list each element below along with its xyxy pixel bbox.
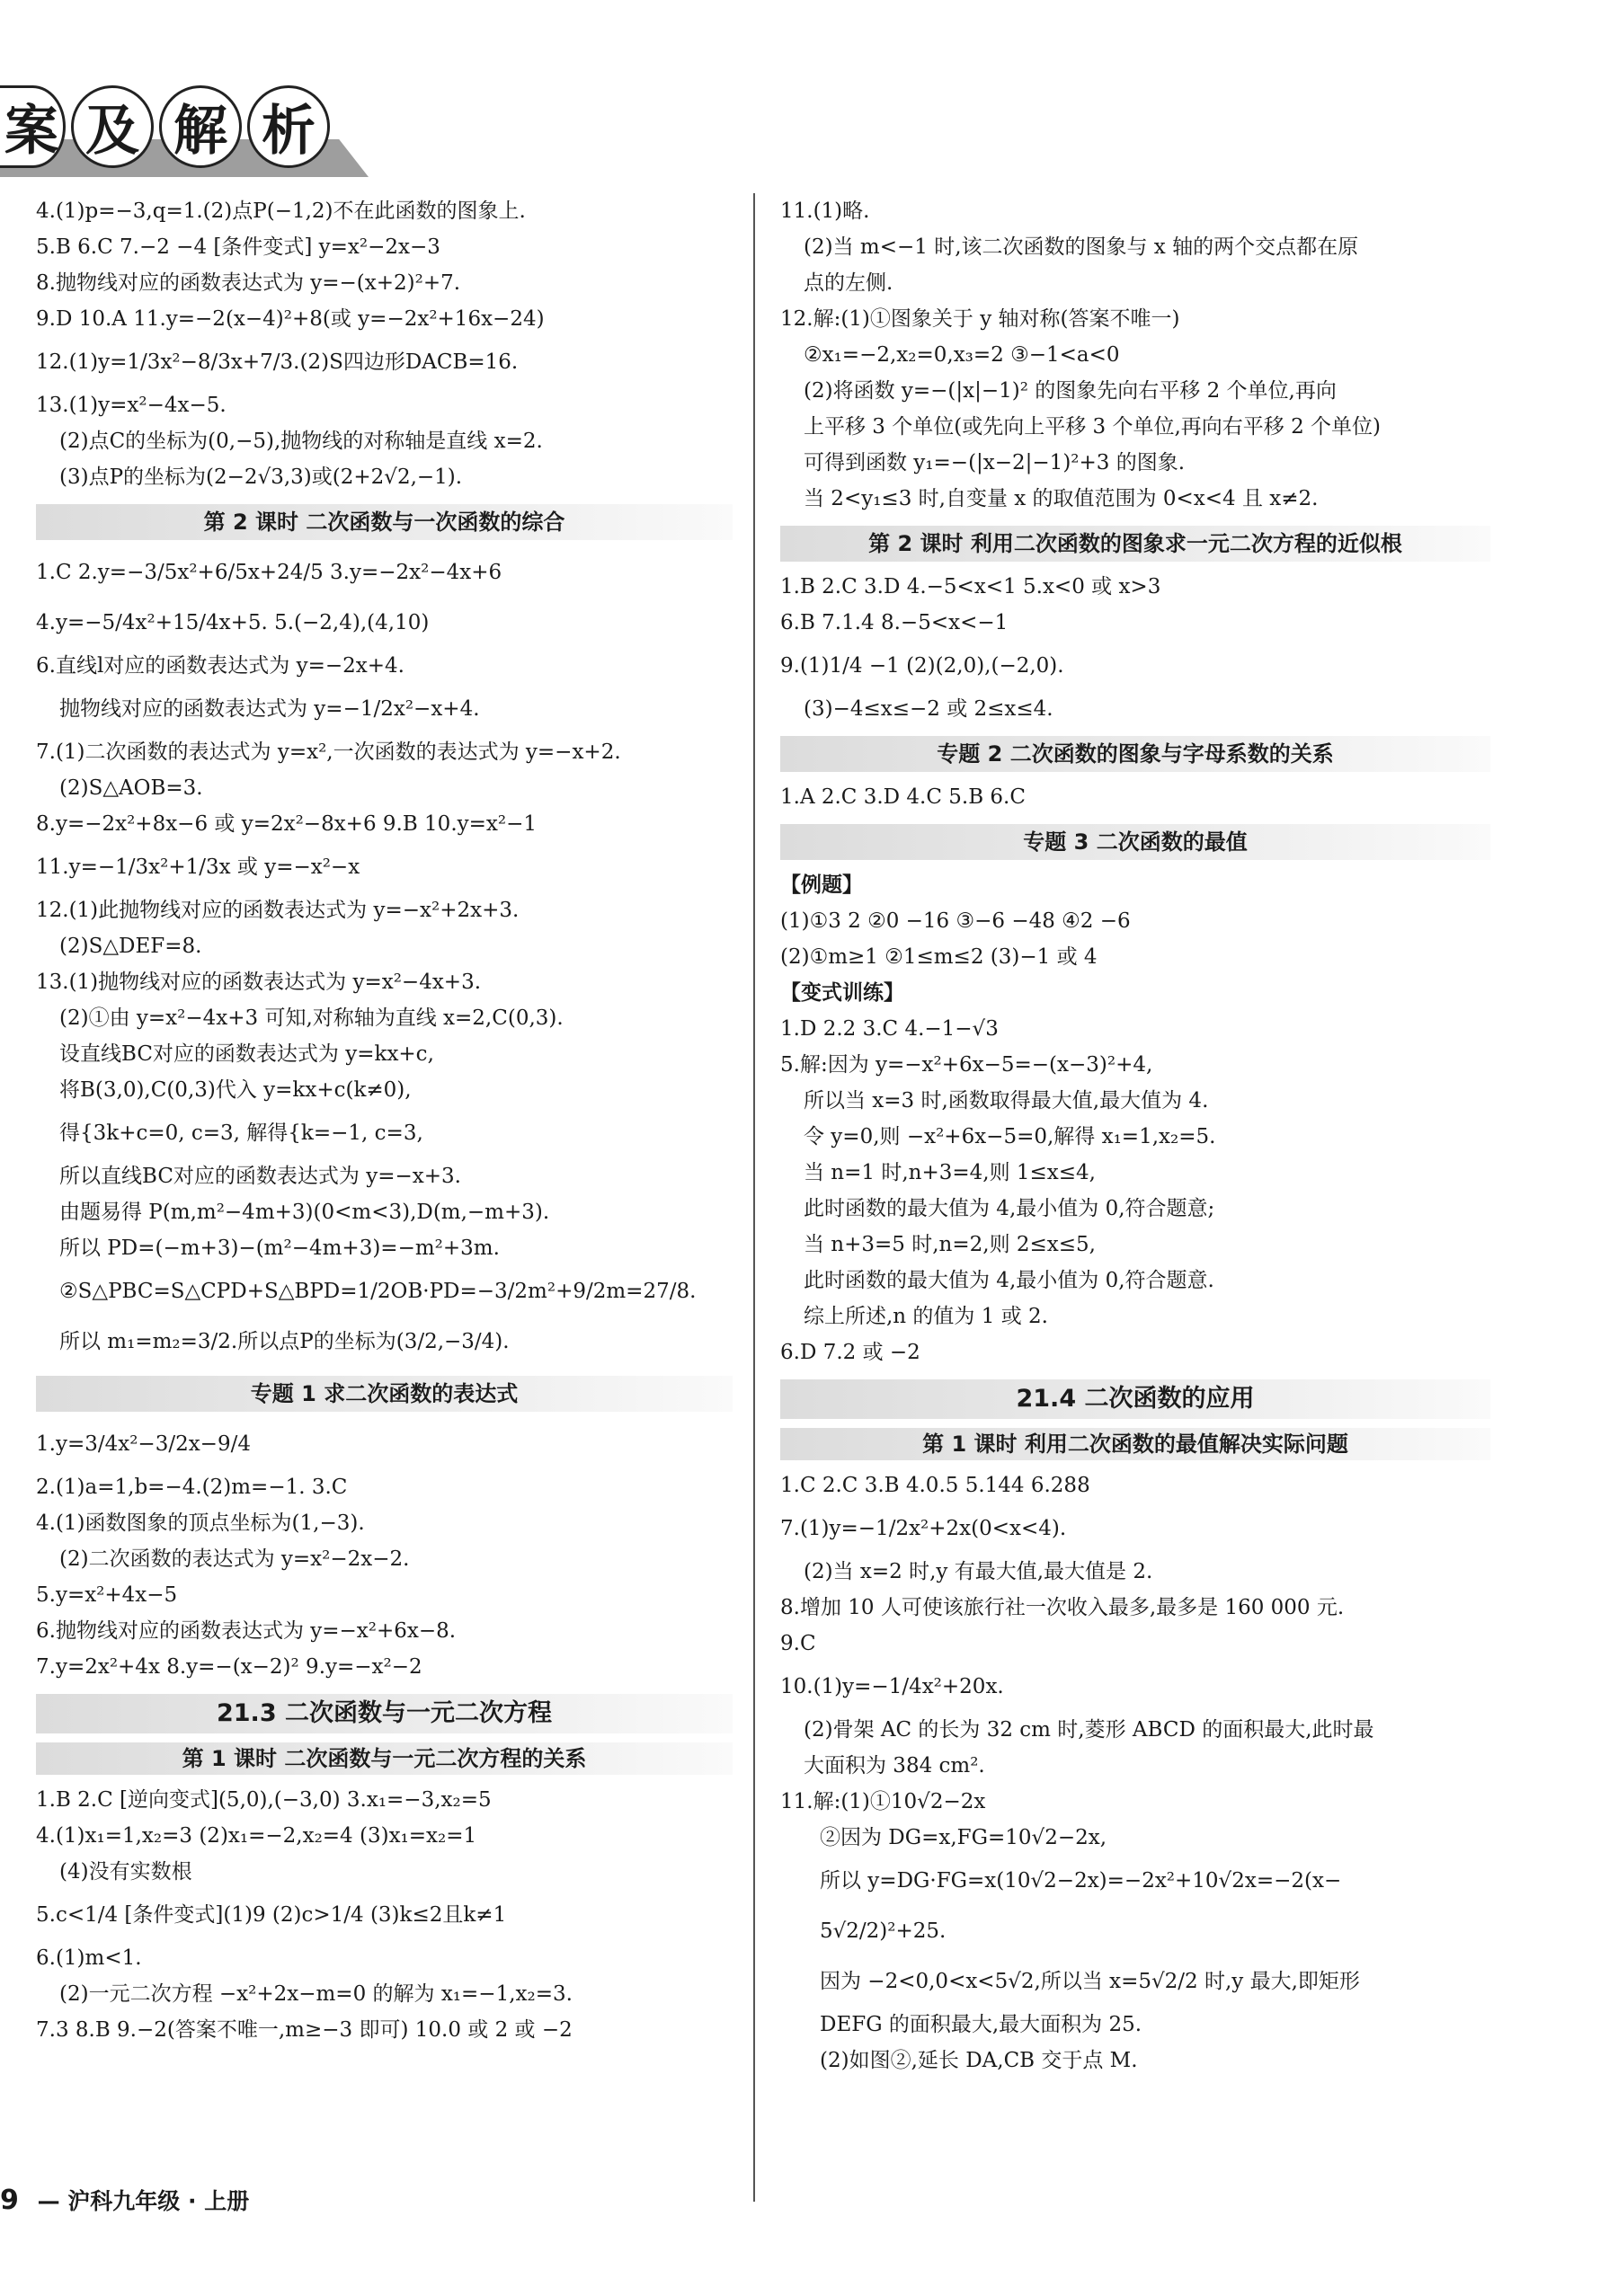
answer-line: 1.C 2.C 3.B 4.0.5 5.144 6.288 [780,1474,1090,1497]
answer-line: 5.解:因为 y=−x²+6x−5=−(x−3)²+4, [780,1053,1153,1077]
section-heading: 第 2 课时 利用二次函数的图象求一元二次方程的近似根 [780,526,1490,562]
answer-line: ②因为 DG=x,FG=10√2−2x, [820,1826,1107,1849]
answer-line: 6.B 7.1.4 8.−5<x<−1 [780,611,1009,634]
answer-line: (2)当 x=2 时,y 有最大值,最大值是 2. [804,1560,1153,1583]
answer-line: 13.(1)y=x²−4x−5. [36,394,227,417]
answer-line: 12.(1)y=1/3x²−8/3x+7/3.(2)S四边形DACB=16. [36,350,519,374]
book-label: — 沪科九年级 · 上册 [37,2188,250,2214]
header-char: 析 [247,85,330,168]
answer-line: 13.(1)抛物线对应的函数表达式为 y=x²−4x+3. [36,971,482,994]
answer-line: 上平移 3 个单位(或先向上平移 3 个单位,再向右平移 2 个单位) [804,415,1382,439]
answer-line: 7.(1)y=−1/2x²+2x(0<x<4). [780,1517,1067,1540]
answer-line: ②x₁=−2,x₂=0,x₃=2 ③−1<a<0 [804,343,1120,367]
section-heading: 第 2 课时 二次函数与一次函数的综合 [36,504,733,540]
header-char: 案 [0,85,66,168]
answer-line: 抛物线对应的函数表达式为 y=−1/2x²−x+4. [59,697,480,721]
answer-line: 此时函数的最大值为 4,最小值为 0,符合题意; [804,1197,1215,1220]
answer-line: (2)一元二次方程 −x²+2x−m=0 的解为 x₁=−1,x₂=3. [59,1982,573,2006]
answer-line: 4.y=−5/4x²+15/4x+5. 5.(−2,4),(4,10) [36,611,430,634]
answer-header [0,85,378,207]
answer-line: (2)S△AOB=3. [59,776,203,800]
answer-line: 5.B 6.C 7.−2 −4 [条件变式] y=x²−2x−3 [36,235,440,259]
answer-line: 6.D 7.2 或 −2 [780,1341,920,1364]
column-divider [753,193,755,2202]
answer-line: 5√2/2)²+25. [820,1919,947,1943]
answer-line: 8.y=−2x²+8x−6 或 y=2x²−8x+6 9.B 10.y=x²−1 [36,812,537,836]
answer-line: 4.(1)x₁=1,x₂=3 (2)x₁=−2,x₂=4 (3)x₁=x₂=1 [36,1824,477,1848]
section-heading: 专题 1 求二次函数的表达式 [36,1376,733,1412]
answer-line: 因为 −2<0,0<x<5√2,所以当 x=5√2/2 时,y 最大,即矩形 [820,1970,1360,1993]
answer-line: 所以当 x=3 时,函数取得最大值,最大值为 4. [804,1089,1209,1113]
answer-line: 点的左侧. [804,271,893,295]
answer-line: (3)点P的坐标为(2−2√3,3)或(2+2√2,−1). [59,465,463,489]
answer-line: 7.3 8.B 9.−2(答案不唯一,m≥−3 即可) 10.0 或 2 或 −2 [36,2018,573,2042]
answer-line: 当 2<y₁≤3 时,自变量 x 的取值范围为 0<x<4 且 x≠2. [804,487,1319,510]
subheading: 【例题】 [780,873,863,897]
answer-line: 综上所述,n 的值为 1 或 2. [804,1305,1048,1328]
answer-line: 11.(1)略. [780,199,870,223]
section-heading: 第 1 课时 利用二次函数的最值解决实际问题 [780,1428,1490,1460]
answer-line: 将B(3,0),C(0,3)代入 y=kx+c(k≠0), [59,1078,412,1102]
answer-line: 得{3k+c=0, c=3, 解得{k=−1, c=3, [59,1121,423,1145]
answer-line: 4.(1)p=−3,q=1.(2)点P(−1,2)不在此函数的图象上. [36,199,526,223]
answer-line: 6.直线l对应的函数表达式为 y=−2x+4. [36,654,404,678]
answer-line: (2)①m≥1 ②1≤m≤2 (3)−1 或 4 [780,945,1098,969]
answer-line: 设直线BC对应的函数表达式为 y=kx+c, [59,1042,434,1066]
right-column [780,193,1490,2079]
answer-line: 1.B 2.C 3.D 4.−5<x<1 5.x<0 或 x>3 [780,575,1161,598]
answer-line: 1.A 2.C 3.D 4.C 5.B 6.C [780,785,1026,809]
subheading: 【变式训练】 [780,981,904,1005]
answer-line: 11.解:(1)①10√2−2x [780,1790,986,1813]
answer-line: 9.D 10.A 11.y=−2(x−4)²+8(或 y=−2x²+16x−24) [36,307,545,331]
answer-line: 9.(1)1/4 −1 (2)(2,0),(−2,0). [780,654,1064,678]
answer-line: 8.抛物线对应的函数表达式为 y=−(x+2)²+7. [36,271,461,295]
section-heading: 专题 2 二次函数的图象与字母系数的关系 [780,736,1490,772]
answer-line: (2)点C的坐标为(0,−5),抛物线的对称轴是直线 x=2. [59,430,543,453]
answer-line: (2)当 m<−1 时,该二次函数的图象与 x 轴的两个交点都在原 [804,235,1359,259]
answer-line: 11.y=−1/3x²+1/3x 或 y=−x²−x [36,855,360,879]
answer-line: 当 n+3=5 时,n=2,则 2≤x≤5, [804,1233,1096,1256]
answer-line: 5.y=x²+4x−5 [36,1583,178,1607]
answer-line: 所以 m₁=m₂=3/2.所以点P的坐标为(3/2,−3/4). [59,1330,510,1353]
answer-line: 当 n=1 时,n+3=4,则 1≤x≤4, [804,1161,1096,1184]
page-footer [0,2184,249,2216]
answer-line: 大面积为 384 cm². [804,1754,985,1777]
answer-line: 6.(1)m<1. [36,1946,142,1970]
answer-line: 10.(1)y=−1/4x²+20x. [780,1675,1004,1698]
chapter-heading: 21.4 二次函数的应用 [780,1379,1490,1419]
header-char: 解 [159,85,242,168]
answer-line: 所以 PD=(−m+3)−(m²−4m+3)=−m²+3m. [59,1237,500,1260]
answer-line: ②S△PBC=S△CPD+S△BPD=1/2OB·PD=−3/2m²+9/2m=27/8. [59,1280,697,1303]
answer-line: 由题易得 P(m,m²−4m+3)(0<m<3),D(m,−m+3). [59,1201,550,1224]
answer-line: 此时函数的最大值为 4,最小值为 0,符合题意. [804,1269,1214,1292]
chapter-heading: 21.3 二次函数与一元二次方程 [36,1694,733,1733]
answer-line: 1.y=3/4x²−3/2x−9/4 [36,1432,251,1456]
answer-line: 2.(1)a=1,b=−4.(2)m=−1. 3.C [36,1476,348,1499]
answer-line: (2)将函数 y=−(|x|−1)² 的图象先向右平移 2 个单位,再向 [804,379,1337,403]
answer-line: 令 y=0,则 −x²+6x−5=0,解得 x₁=1,x₂=5. [804,1125,1216,1148]
answer-line: (3)−4≤x≤−2 或 2≤x≤4. [804,697,1053,721]
answer-line: (2)如图②,延长 DA,CB 交于点 M. [820,2049,1138,2072]
answer-line: (1)①3 2 ②0 −16 ③−6 −48 ④2 −6 [780,909,1131,933]
answer-line: 8.增加 10 人可使该旅行社一次收入最多,最多是 160 000 元. [780,1596,1345,1619]
answer-line: 12.解:(1)①图象关于 y 轴对称(答案不唯一) [780,307,1180,331]
answer-line: 7.y=2x²+4x 8.y=−(x−2)² 9.y=−x²−2 [36,1655,422,1679]
answer-line: 1.C 2.y=−3/5x²+6/5x+24/5 3.y=−2x²−4x+6 [36,561,502,584]
answer-line: DEFG 的面积最大,最大面积为 25. [820,2013,1142,2036]
answer-line: (2)骨架 AC 的长为 32 cm 时,菱形 ABCD 的面积最大,此时最 [804,1718,1374,1742]
header-char: 及 [71,85,154,168]
answer-line: 1.D 2.2 3.C 4.−1−√3 [780,1017,999,1041]
section-heading: 专题 3 二次函数的最值 [780,824,1490,860]
answer-line: 可得到函数 y₁=−(|x−2|−1)²+3 的图象. [804,451,1186,474]
answer-line: 所以 y=DG·FG=x(10√2−2x)=−2x²+10√2x=−2(x− [820,1869,1342,1893]
answer-line: 1.B 2.C [逆向变式](5,0),(−3,0) 3.x₁=−3,x₂=5 [36,1788,492,1812]
answer-line: 6.抛物线对应的函数表达式为 y=−x²+6x−8. [36,1619,457,1643]
answer-line: 所以直线BC对应的函数表达式为 y=−x+3. [59,1165,461,1188]
page-number: 9 [0,2185,19,2216]
answer-line: 4.(1)函数图象的顶点坐标为(1,−3). [36,1511,365,1535]
answer-line: 9.C [780,1632,816,1655]
section-heading: 第 1 课时 二次函数与一元二次方程的关系 [36,1742,733,1775]
answer-line: 12.(1)此抛物线对应的函数表达式为 y=−x²+2x+3. [36,899,520,922]
answer-line: (4)没有实数根 [59,1860,192,1884]
answer-line: (2)二次函数的表达式为 y=x²−2x−2. [59,1547,410,1571]
answer-line: (2)S△DEF=8. [59,935,202,958]
answer-line: (2)①由 y=x²−4x+3 可知,对称轴为直线 x=2,C(0,3). [59,1006,564,1030]
answer-line: 7.(1)二次函数的表达式为 y=x²,一次函数的表达式为 y=−x+2. [36,740,621,764]
left-column [36,193,733,2048]
answer-line: 5.c<1/4 [条件变式](1)9 (2)c>1/4 (3)k≤2且k≠1 [36,1903,507,1927]
